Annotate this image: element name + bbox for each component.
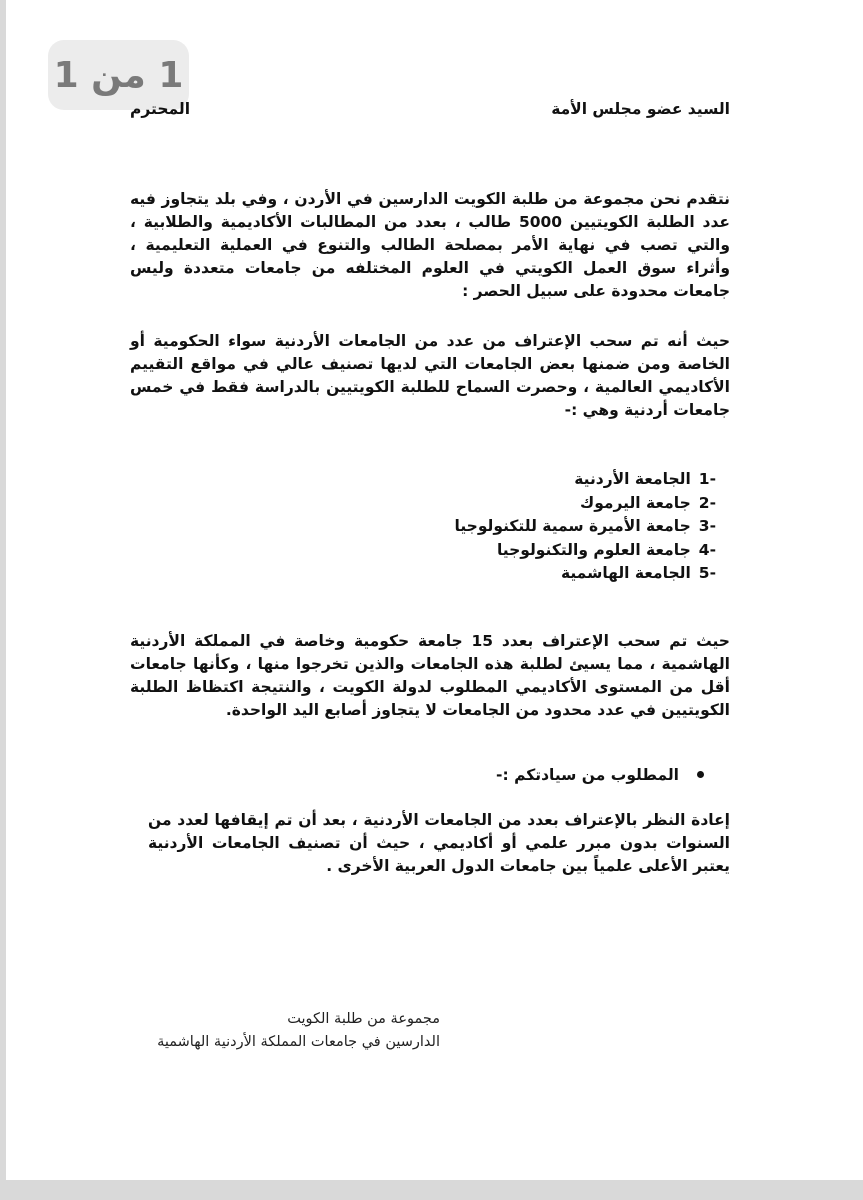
list-item-number: -2: [698, 493, 716, 512]
request-heading: [130, 766, 730, 784]
viewer-bottom-edge: [0, 1180, 863, 1200]
list-item: [130, 492, 716, 516]
list-item-name: جامعة العلوم والتكنولوجيا: [496, 540, 691, 559]
list-item: [130, 468, 716, 492]
page-indicator-label: 1 من 1: [53, 54, 184, 96]
signature-block: [140, 1008, 440, 1054]
signature-line-2: الدارسين في جامعات المملكة الأردنية الهاشمية: [157, 1034, 440, 1050]
letter-body: [130, 100, 730, 878]
withdrawal-paragraph: حيث تم سحب الإعتراف بعدد 15 جامعة حكومية وخاصة في المملكة الأردنية الهاشمية ، مما يسيئ لطلبة هذه الجامعات والذين تخرجوا منها ، وكأنها جامعات أقل من المستوى الأكاديمي المطلوب لدولة الكويت ، والنتيجة اكتظاظ الطلبة الكويتيين في عدد محدود من الجامعات لا يتجاوز أصابع اليد الواحدة.: [130, 631, 730, 719]
honorific: المحترم: [130, 100, 191, 118]
addressee: السيد عضو مجلس الأمة: [551, 100, 730, 118]
university-list: [130, 468, 730, 586]
signature-line-1: مجموعة من طلبة الكويت: [287, 1011, 440, 1027]
list-item: [130, 562, 716, 586]
recognition-paragraph: حيث أنه تم سحب الإعتراف من عدد من الجامعات الأردنية سواء الحكومية أو الخاصة ومن ضمنها بعض الجامعات التي لديها تصنيف عالي في مواقع التقييم الأكاديمي العالمية ، وحصرت السماح للطلبة الكويتيين بالدراسة فقط في خمس جامعات أردنية وهي :-: [130, 332, 730, 419]
list-item-name: الجامعة الأردنية: [574, 470, 691, 488]
list-item-number: -3: [698, 517, 716, 535]
list-item-number: -4: [698, 540, 716, 559]
list-item: [130, 515, 716, 539]
list-item: [130, 539, 716, 563]
list-item-name: الجامعة الهاشمية: [560, 564, 691, 582]
intro-paragraph: نتقدم نحن مجموعة من طلبة الكويت الدارسين في الأردن ، وفي بلد يتجاوز فيه عدد الطلبة الكويتيين 5000 طالب ، بعدد من المطالبات الأكاديمية والطلابية ، والتي تصب في نهاية الأمر بمصلحة الطالب والتنوع في العملية التعليمية ، وأثراء سوق العمل الكويتي في العلوم المختلفه من جامعات متعددة وليس جامعات محدودة على سبيل الحصر :: [130, 190, 730, 300]
list-item-number: -5: [698, 564, 716, 582]
request-paragraph: إعادة النظر بالإعتراف بعدد من الجامعات الأردنية ، بعد أن تم إيقافها لعدد من السنوات بدون مبرر علمي أو أكاديمي ، حيث أن تصنيف الجامعات الأردنية يعتبر الأعلى علمياً بين جامعات الدول العربية الأخرى .: [148, 810, 730, 875]
list-item-number: -1: [698, 470, 716, 488]
list-item-name: جامعة الأميرة سمية للتكنولوجيا: [454, 517, 691, 535]
salutation-line: [130, 100, 730, 118]
request-heading-text: المطلوب من سيادتكم :-: [496, 765, 679, 784]
bullet-icon: [697, 771, 704, 778]
list-item-name: جامعة اليرموك: [580, 493, 691, 512]
